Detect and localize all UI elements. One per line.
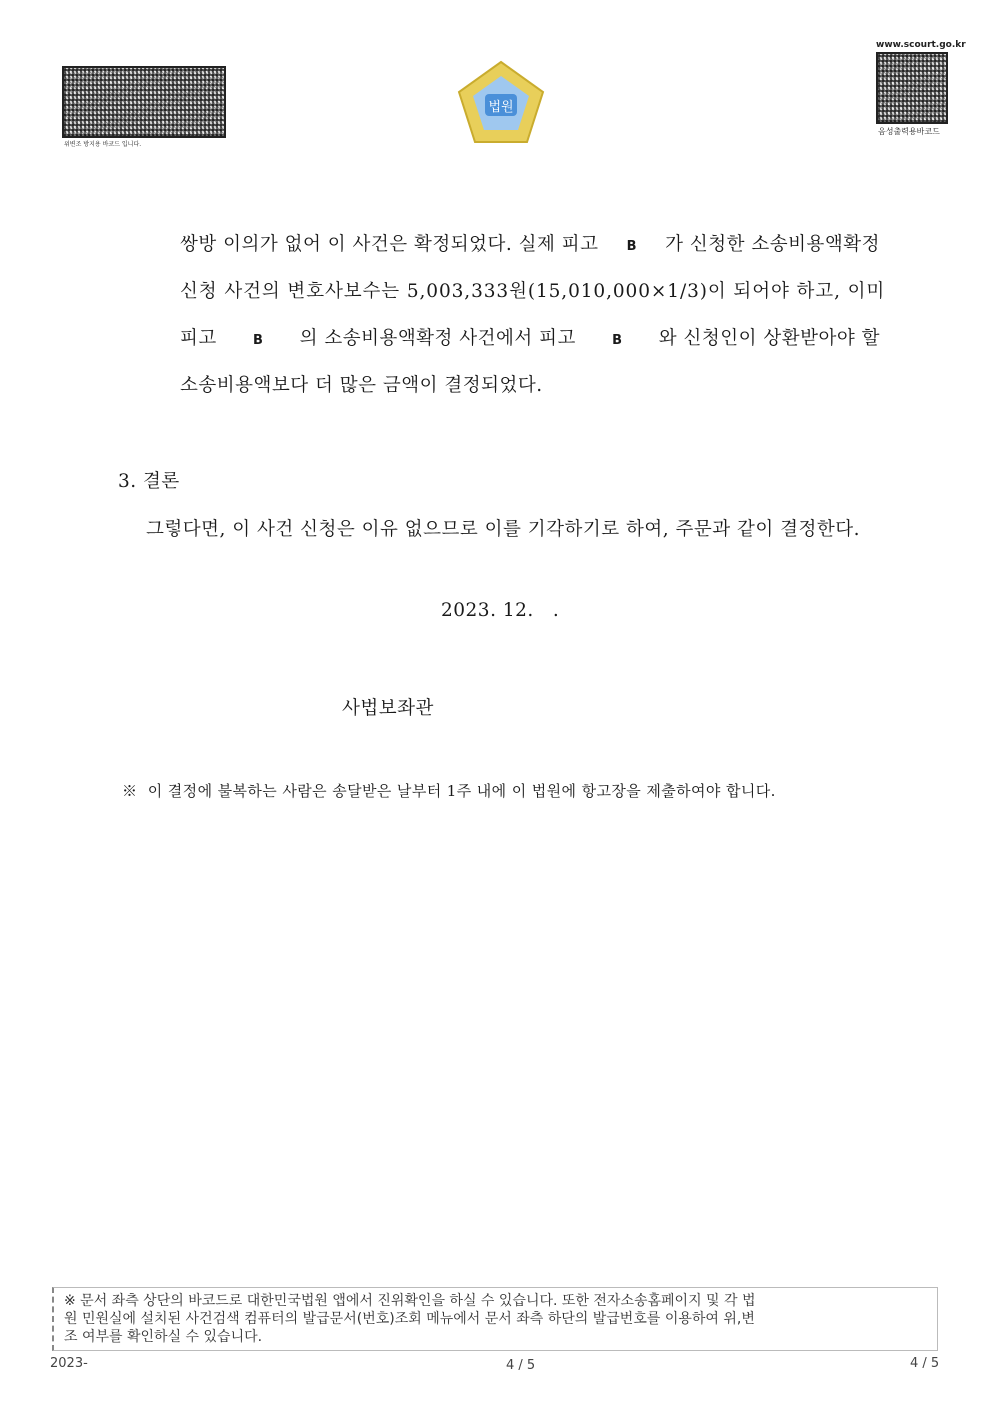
signer-title: 사법보좌관 [342, 698, 434, 719]
paragraph-line-1 [180, 230, 880, 256]
voice-output-barcode [876, 52, 948, 124]
section-3-heading: 3. 결론 [118, 471, 180, 492]
paragraph-line-4: 소송비용액보다 더 많은 금액이 결정되었다. [180, 375, 543, 396]
court-site-url: www.scourt.go.kr [876, 40, 966, 50]
issue-number: 2023- [50, 1356, 88, 1371]
authenticity-barcode [62, 66, 226, 138]
text-segment: 와 신청인이 상환받아야 할 [658, 328, 880, 349]
text-segment: 쌍방 이의가 없어 이 사건은 확정되었다. 실제 피고 [180, 234, 599, 255]
text-segment: 피고 [180, 328, 217, 349]
voice-barcode-caption: 음성출력용바코드 [878, 127, 940, 136]
verification-line-3: 조 여부를 확인하실 수 있습니다. [64, 1329, 263, 1345]
masked-party-b: B [612, 333, 623, 348]
paragraph-line-3 [180, 324, 880, 350]
masked-party-b: B [626, 239, 638, 254]
appeal-notice: ※ 이 결정에 불복하는 사람은 송달받은 날부터 1주 내에 이 법원에 항고장을 제출하여야 합니다. [122, 782, 776, 800]
page-number-right: 4 / 5 [910, 1356, 940, 1371]
masked-party-b: B [252, 333, 264, 348]
page-number-center: 4 / 5 [506, 1358, 536, 1373]
verification-line-1: ※ 문서 좌측 상단의 바코드로 대한민국법원 앱에서 진위확인을 하실 수 있습니다. 또한 전자소송홈페이지 및 각 법 [64, 1293, 756, 1309]
verification-notice-box [52, 1287, 938, 1351]
text-segment: 가 신청한 소송비용액확정 [665, 234, 880, 255]
text-segment: 의 소송비용액확정 사건에서 피고 [299, 328, 576, 349]
authenticity-barcode-caption: 위변조 방지용 바코드 입니다. [64, 141, 142, 148]
decision-date: 2023. 12. . [441, 600, 560, 621]
emblem-label: 법원 [488, 100, 514, 115]
verification-line-2: 원 민원실에 설치된 사건검색 컴퓨터의 발급문서(번호)조회 메뉴에서 문서 좌측 하단의 발급번호를 이용하여 위,변 [64, 1311, 755, 1327]
court-emblem [455, 58, 547, 150]
conclusion-text: 그렇다면, 이 사건 신청은 이유 없으므로 이를 기각하기로 하여, 주문과 같이 결정한다. [146, 519, 860, 540]
paragraph-line-2: 신청 사건의 변호사보수는 5,003,333원(15,010,000×1/3)이 되어야 하고, 이미 [180, 281, 886, 302]
